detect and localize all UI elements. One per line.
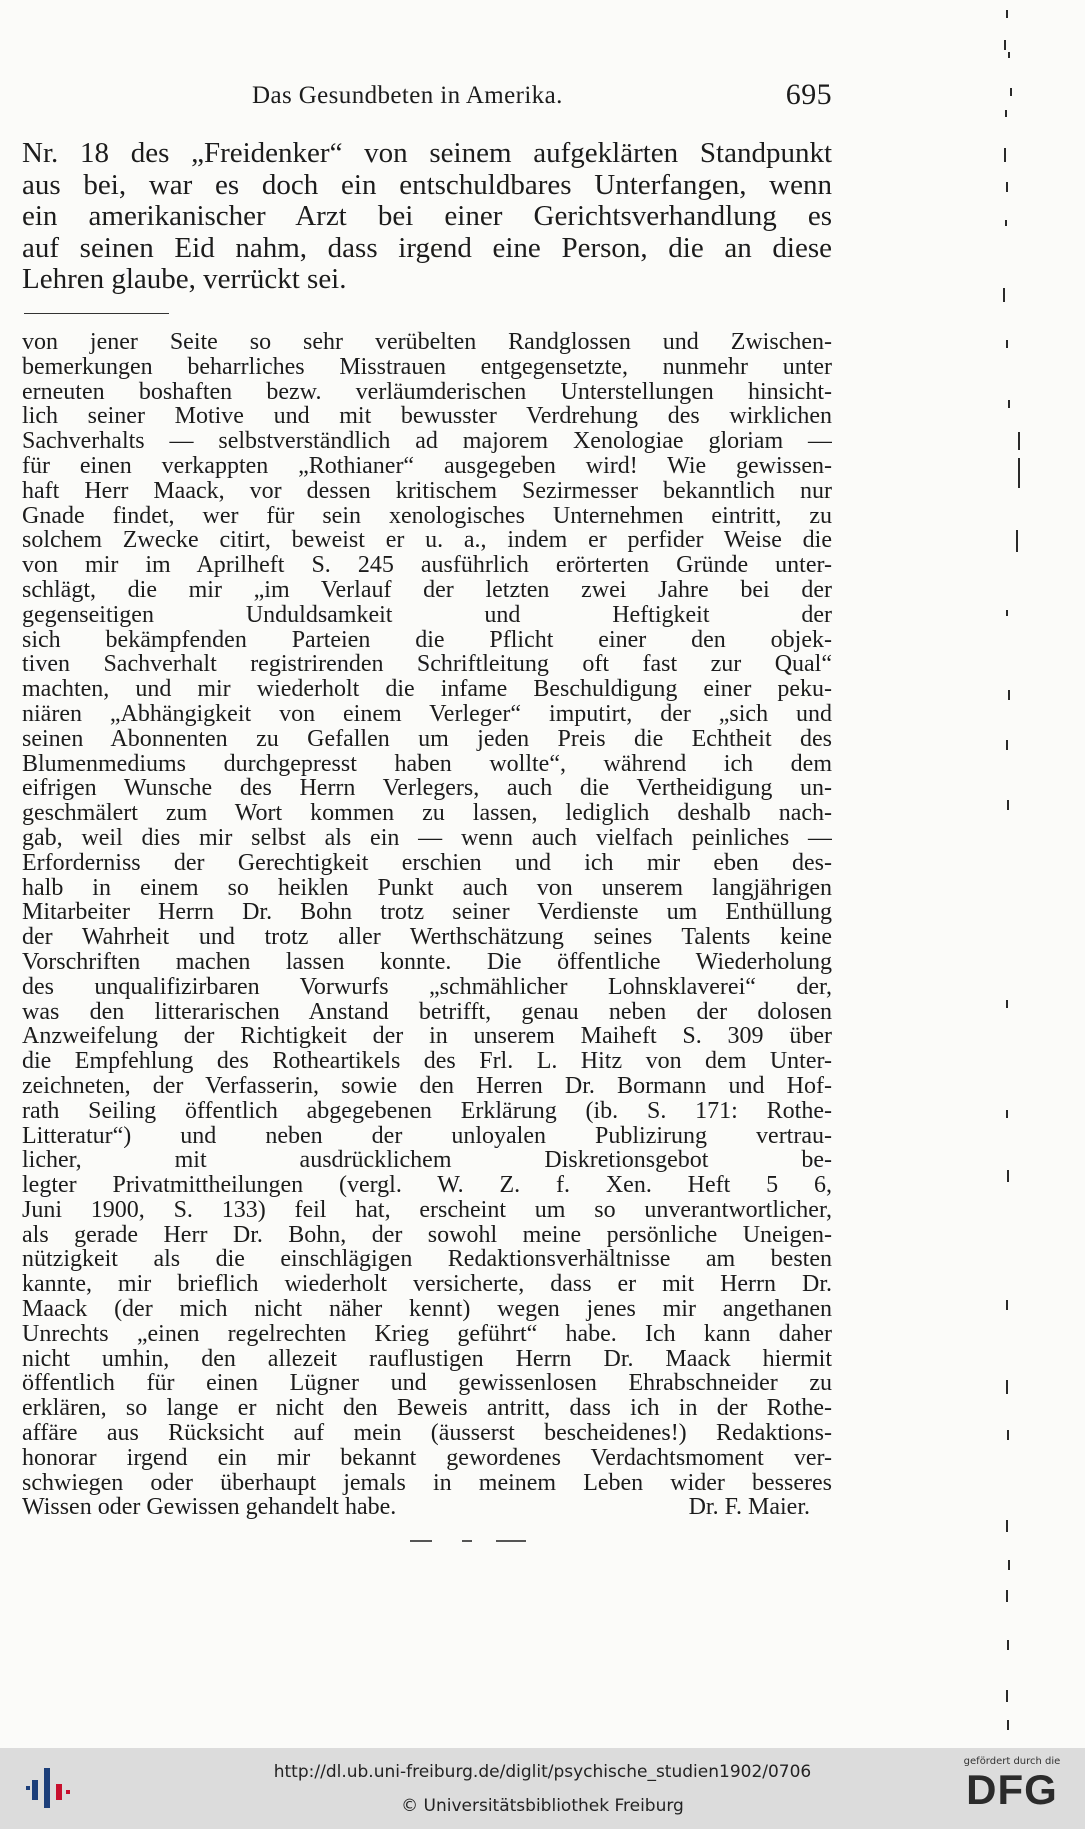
footnote-line: honorar irgend ein mir bekannt gewordenes Verdachtsmoment ver- [22, 1445, 832, 1471]
footnote-line: Anzweifelung der Richtigkeit der in unserem Maiheft S. 309 über [22, 1024, 832, 1050]
footnote-line: Juni 1900, S. 133) feil hat, erscheint um so unverantwortlicher, [22, 1197, 832, 1223]
footnote-line: kannte, mir brieflich wiederholt versicherte, dass er mit Herrn Dr. [22, 1272, 832, 1298]
footnote-line: schlägt, die mir „im Verlauf der letzten zwei Jahre bei der [22, 577, 832, 603]
footnote-line: erneuten boshaften bezw. verläumderischen Unterstellungen hinsicht- [22, 379, 832, 405]
footnote-line: schwiegen oder überhaupt jemals in meinem Leben wider besseres [22, 1470, 832, 1496]
viewer-footer [0, 1748, 1085, 1829]
running-title: Das Gesundbeten in Amerika. [252, 82, 563, 109]
footnote-line: tiven Sachverhalt registrirenden Schriftleitung oft fast zur Qual“ [22, 652, 832, 678]
footnote-line: Vorschriften machen lassen konnte. Die öffentliche Wiederholung [22, 949, 832, 975]
footnote-line: von mir im Aprilheft S. 245 ausführlich erörterten Gründe unter- [22, 553, 832, 578]
dfg-logo [953, 1756, 1071, 1822]
footnote-line: sich bekämpfenden Parteien die Pflicht einer den objek- [22, 627, 832, 653]
footnote-line: gab, weil dies mir selbst als ein — wenn auch vielfach peinliches — [22, 825, 832, 851]
dfg-logo-text: DFG [966, 1766, 1058, 1813]
permalink-url[interactable]: http://dl.ub.uni-freiburg.de/diglit/psychische_studien1902/0706 [273, 1762, 812, 1782]
running-head [252, 78, 832, 118]
footnote-line: affäre aus Rücksicht auf mein (äusserst bescheidenes!) Redaktions- [22, 1421, 832, 1446]
footnote-line: machten, und mir wiederholt die infame Beschuldigung einer peku- [22, 677, 832, 702]
footnote-line: Litteratur“) und neben der unloyalen Publizirung vertrau- [22, 1123, 832, 1149]
footnote-line: des unqualifizirbaren Vorwurfs „schmählicher Lohnsklaverei“ der, [22, 974, 832, 1000]
footnote-lines [22, 330, 832, 1495]
footnote-block [22, 330, 832, 1520]
body-line: auf seinen Eid nahm, dass irgend eine Person, die an diese [22, 232, 832, 264]
footnote-line: nützigkeit als die einschlägigen Redaktionsverhältnisse am besten [22, 1247, 832, 1273]
footnote-final-text: Wissen oder Gewissen gehandelt habe. [22, 1495, 397, 1521]
footnote-line: der Wahrheit und trotz aller Werthschätzung seines Talents keine [22, 925, 832, 950]
footnote-line: bemerkungen beharrliches Misstrauen entgegensetzte, nunmehr unter [22, 354, 832, 380]
footnote-separator [24, 313, 169, 314]
footnote-line: Maack (der mich nicht näher kennt) wegen jenes mir angethanen [22, 1297, 832, 1322]
footnote-line: halb in einem so heiklen Punkt auch von unserem langjährigen [22, 875, 832, 901]
footnote-line: Erforderniss der Gerechtigkeit erschien und ich mir eben des- [22, 850, 832, 876]
footnote-line: rath Seiling öffentlich abgegebenen Erklärung (ib. S. 171: Rothe- [22, 1098, 832, 1124]
signature: Dr. F. Maier. [688, 1495, 810, 1521]
footnote-line: Gnade findet, wer für sein xenologisches Unternehmen eintritt, zu [22, 503, 832, 529]
end-of-text-mark [410, 1540, 570, 1543]
footnote-line: solchem Zwecke citirt, beweist er u. a., indem er perfider Weise die [22, 528, 832, 554]
page-edge-marks [1000, 0, 1030, 1748]
footnote-line: licher, mit ausdrücklichem Diskretionsgebot be- [22, 1148, 832, 1174]
footnote-line: Mitarbeiter Herrn Dr. Bohn trotz seiner Verdienste um Enthüllung [22, 900, 832, 926]
footnote-line: geschmälert zum Wort kommen zu lassen, lediglich deshalb nach- [22, 801, 832, 826]
body-line: aus bei, war es doch ein entschuldbares Unterfangen, wenn [22, 169, 832, 201]
footnote-line: nicht umhin, den allezeit rauflustigen Herrn Dr. Maack hiermit [22, 1346, 832, 1372]
footnote-line: eifrigen Wunsche des Herrn Verlegers, auch die Vertheidigung un- [22, 776, 832, 802]
body-line: Lehren glaube, verrückt sei. [22, 264, 347, 296]
footnote-line: seinen Abonnenten zu Gefallen um jeden Preis die Echtheit des [22, 726, 832, 752]
body-line: ein amerikanischer Arzt bei einer Gerichtsverhandlung es [22, 201, 832, 233]
copyright-notice: © Universitätsbibliothek Freiburg [401, 1796, 684, 1816]
footnote-line: für einen verkappten „Rothianer“ ausgegeben wird! Wie gewissen- [22, 453, 832, 479]
footnote-line: die Empfehlung des Rotheartikels des Frl. L. Hitz von dem Unter- [22, 1049, 832, 1074]
footnote-line: öffentlich für einen Lügner und gewissenlosen Ehrabschneider zu [22, 1371, 832, 1397]
footnote-line: Sachverhalts — selbstverständlich ad majorem Xenologiae gloriam — [22, 429, 832, 454]
footnote-line: als gerade Herr Dr. Bohn, der sowohl meine persönliche Uneigen- [22, 1222, 832, 1248]
footnote-line: zeichneten, der Verfasserin, sowie den Herren Dr. Bormann und Hof- [22, 1073, 832, 1099]
footnote-line: von jener Seite so sehr verübelten Randglossen und Zwischen- [22, 330, 832, 355]
footnote-line: lich seiner Motive und mit bewusster Verdrehung des wirklichen [22, 404, 832, 430]
footnote-final-line [22, 1495, 832, 1520]
footnote-line: haft Herr Maack, vor dessen kritischem Sezirmesser bekanntlich nur [22, 478, 832, 504]
main-paragraph [22, 138, 832, 296]
funded-by-label: gefördert durch die [963, 1756, 1061, 1767]
footnote-line: erklären, so lange er nicht den Beweis antritt, dass ich in der Rothe- [22, 1396, 832, 1422]
body-line: Nr. 18 des „Freidenker“ von seinem aufgeklärten Standpunkt [22, 138, 832, 169]
footnote-line: Unrechts „einen regelrechten Krieg geführt“ habe. Ich kann daher [22, 1321, 832, 1347]
footnote-line: legter Privatmittheilungen (vergl. W. Z. f. Xen. Heft 5 6, [22, 1173, 832, 1198]
footnote-line: was den litterarischen Anstand betrifft, genau neben der dolosen [22, 999, 832, 1025]
page-number: 695 [785, 78, 832, 111]
footnote-line: gegenseitigen Unduldsamkeit und Heftigkeit der [22, 602, 832, 628]
footnote-line: Blumenmediums durchgepresst haben wollte“, während ich dem [22, 751, 832, 777]
footnote-line: niären „Abhängigkeit von einem Verleger“ imputirt, der „sich und [22, 701, 832, 727]
